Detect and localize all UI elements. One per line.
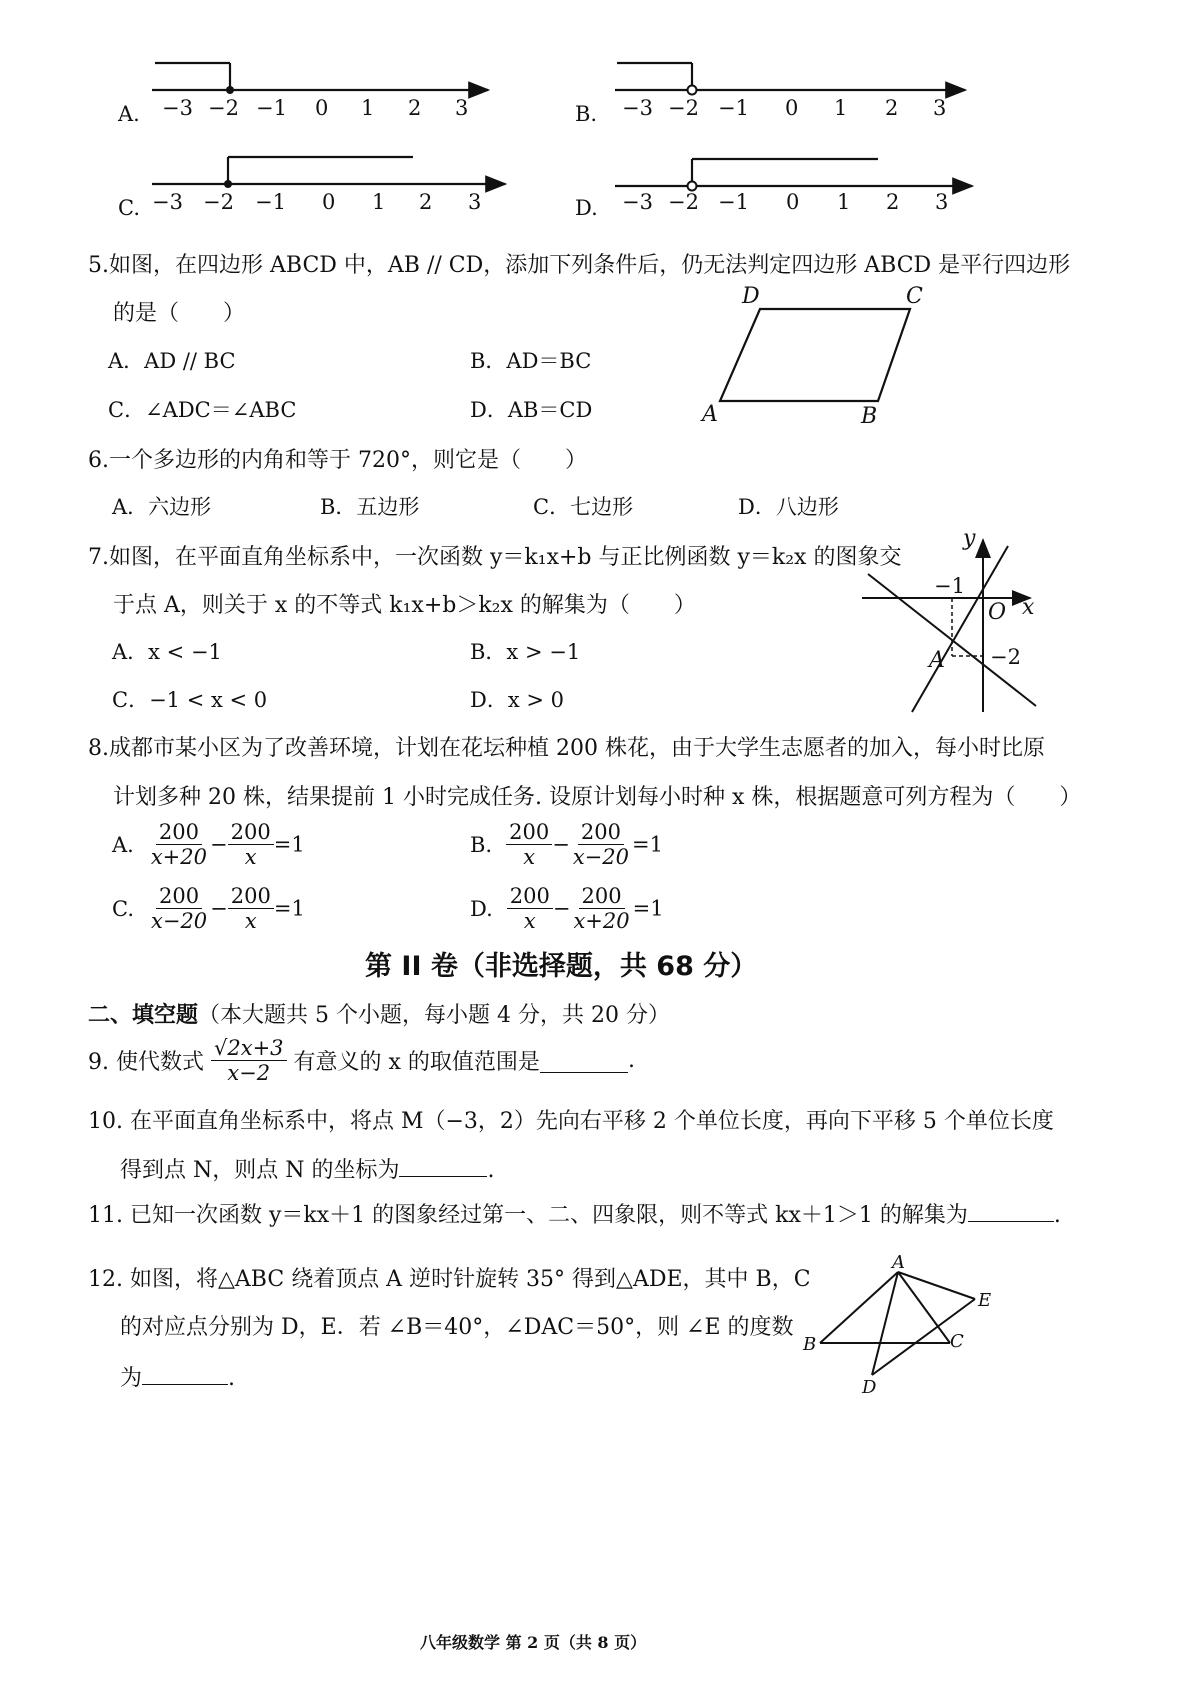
q11-stem: 11. 已知一次函数 y＝kx＋1 的图象经过第一、二、四象限，则不等式 kx＋1＞1 的解集为 . [88, 1197, 1061, 1229]
q7-stem-line1: 7.如图，在平面直角坐标系中，一次函数 y＝k₁x+b 与正比例函数 y＝k₂x 的图象交 [88, 545, 902, 570]
origin-label: O [988, 600, 1007, 625]
tick-label: −3 [152, 190, 183, 214]
section2-desc: （本大题共 5 个小题，每小题 4 分，共 20 分） [198, 1003, 670, 1028]
q6-option-a: A．六边形 [112, 495, 212, 519]
triangle-label-a: A [892, 1252, 905, 1273]
fraction: $\frac{200}{x}$ [228, 884, 274, 933]
q9-text-after: 有意义的 x 的取值范围是 [293, 1050, 540, 1076]
x-axis-label: x [1022, 595, 1035, 620]
q8-stem-line2: 计划多种 20 株，结果提前 1 小时完成任务. 设原计划每小时种 x 株，根据题意可列方程为（ ） [113, 785, 1082, 810]
q8-option-c: C. $\frac{200}{x-20}$ − $\frac{200}{x}$ =1 [112, 884, 305, 934]
q5-option-c: C．∠ADC＝∠ABC [108, 398, 297, 422]
q8-option-a: A. $\frac{200}{x+20}$ − $\frac{200}{x}$ =1 [112, 820, 305, 870]
q5-stem-line1: 5.如图，在四边形 ABCD 中，AB // CD，添加下列条件后，仍无法判定四边形 ABCD 是平行四边形 [88, 253, 1071, 278]
tick-label: 2 [408, 96, 422, 120]
option-letter: A. [112, 832, 134, 857]
tick-label: 1 [837, 190, 851, 214]
tick-label: 3 [935, 190, 949, 214]
q6-option-d: D．八边形 [738, 495, 839, 519]
tick-label: 1 [372, 190, 386, 214]
q10-stem-line1: 10. 在平面直角坐标系中，将点 M（−3，2）先向右平移 2 个单位长度，再向下平移 5 个单位长度 [88, 1109, 1054, 1134]
tick-label: −3 [162, 96, 193, 120]
tick-label: 0 [315, 96, 329, 120]
q9-text: 9. 使代数式 [88, 1050, 204, 1076]
vertex-label-c: C [906, 284, 923, 309]
fraction: $\frac{200}{x+20}$ [573, 884, 630, 934]
option-c-letter: C. [118, 196, 140, 220]
tick-label: 2 [885, 96, 899, 120]
tick-label: 1 [361, 96, 375, 120]
q8-option-d: D. $\frac{200}{x}$ − $\frac{200}{x+20}$ =1 [470, 884, 664, 934]
triangle-label-c: C [950, 1331, 964, 1352]
q7-stem-line2: 于点 A，则关于 x 的不等式 k₁x+b＞k₂x 的解集为（ ） [113, 593, 696, 618]
option-letter: D. [470, 896, 493, 921]
q12-stem-line1: 12. 如图，将△ABC 绕着顶点 A 逆时针旋转 35° 得到△ADE，其中 B，C [88, 1267, 811, 1292]
tick-label: 0 [786, 190, 800, 214]
option-a-letter: A. [118, 102, 140, 126]
tick-label: −2 [668, 96, 699, 120]
q8-option-b: B. $\frac{200}{x}$ − $\frac{200}{x-20}$ =1 [470, 820, 663, 870]
vertex-label-b: B [861, 404, 878, 429]
tick-label: 0 [785, 96, 799, 120]
q7-option-c: C．−1 < x < 0 [112, 688, 268, 712]
tick-label: 2 [886, 190, 900, 214]
fraction: $\frac{200}{x-20}$ [572, 820, 629, 870]
tick-minus1-label: −1 [934, 574, 965, 598]
tick-label: 3 [933, 96, 947, 120]
q5-option-a: A．AD // BC [108, 349, 236, 373]
option-d-letter: D. [575, 196, 598, 220]
q6-option-b: B．五边形 [320, 495, 420, 519]
tick-label: 1 [834, 96, 848, 120]
option-letter: B. [470, 832, 493, 857]
tick-label: −1 [718, 190, 749, 214]
tick-label: 2 [419, 190, 433, 214]
tick-label: −1 [255, 190, 286, 214]
q12-stem-line2: 的对应点分别为 D，E．若 ∠B＝40°，∠DAC＝50°，则 ∠E 的度数 [120, 1315, 794, 1340]
fraction: $\frac{200}{x-20}$ [151, 884, 208, 934]
triangle-label-b: B [803, 1334, 817, 1355]
q5-stem-line2: 的是（ ） [113, 301, 246, 326]
q5-option-b: B．AD＝BC [470, 349, 592, 373]
tick-label: −3 [622, 190, 653, 214]
tick-label: −3 [622, 96, 653, 120]
tick-minus2-label: −2 [990, 645, 1021, 669]
tick-label: −1 [256, 96, 287, 120]
q7-option-d: D．x > 0 [470, 688, 564, 712]
q7-option-a: A．x < −1 [112, 640, 222, 664]
fraction: $\frac{200}{x+20}$ [150, 820, 208, 870]
option-letter: C. [112, 896, 134, 921]
fraction: $\frac{200}{x}$ [228, 820, 274, 869]
q5-option-d: D．AB＝CD [470, 398, 593, 422]
vertex-label-d: D [742, 284, 760, 309]
fraction: $\frac{200}{x}$ [507, 884, 553, 933]
page-footer: 八年级数学 第 2 页（共 8 页） [420, 1633, 647, 1652]
section2-title: 二、填空题 [88, 1003, 199, 1028]
tick-label: −1 [718, 96, 749, 120]
point-a-label: A [929, 648, 945, 673]
tick-label: 0 [322, 190, 336, 214]
q10-stem-line2: 得到点 N，则点 N 的坐标为 . [120, 1152, 494, 1184]
tick-label: −2 [668, 190, 699, 214]
tick-label: −2 [208, 96, 239, 120]
part2-title: 第 II 卷（非选择题，共 68 分） [365, 951, 758, 982]
q12-stem-line3: 为 . [120, 1360, 235, 1392]
tick-label: 3 [455, 96, 469, 120]
triangle-label-d: D [862, 1377, 877, 1398]
vertex-label-a: A [702, 402, 718, 427]
tick-label: −2 [203, 190, 234, 214]
fraction: $\frac{200}{x}$ [506, 820, 552, 869]
q7-option-b: B．x > −1 [470, 640, 581, 664]
q6-option-c: C．七边形 [533, 495, 634, 519]
q6-stem: 6.一个多边形的内角和等于 720°，则它是（ ） [88, 448, 587, 473]
tick-label: 3 [468, 190, 482, 214]
y-axis-label: y [963, 526, 976, 551]
q8-stem-line1: 8.成都市某小区为了改善环境，计划在花坛种植 200 株花，由于大学生志愿者的加入，每小时比原 [88, 736, 1045, 761]
q9-fraction: $\frac{√2x+3}{x-2}$ [211, 1036, 287, 1085]
q9-stem: 9. 使代数式 $\frac{√2x+3}{x-2}$ 有意义的 x 的取值范围是 . [88, 1036, 635, 1086]
triangle-label-e: E [978, 1290, 992, 1311]
option-b-letter: B. [575, 102, 598, 126]
